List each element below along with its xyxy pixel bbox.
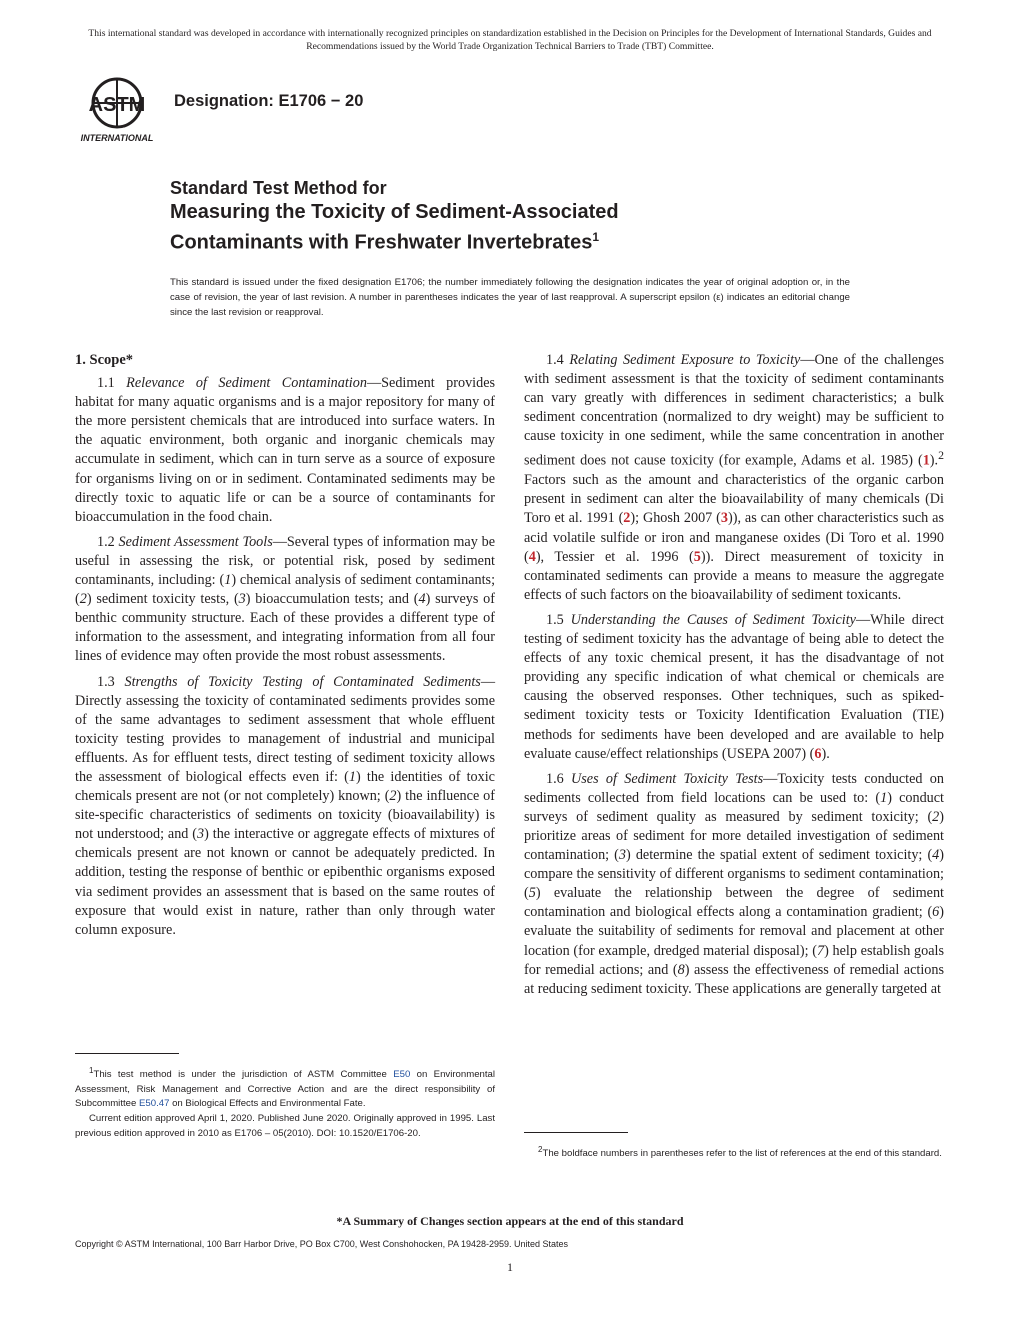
item-number: 3 bbox=[238, 591, 246, 608]
reference-link-5[interactable]: 5 bbox=[693, 548, 701, 565]
text: ) the identities of toxic chemicals present are not (or not completely) known; ( bbox=[75, 768, 495, 805]
logo-text: ASTM bbox=[88, 94, 146, 116]
text: —Toxicity tests conducted on sediments collected from field locations can be used to: ( bbox=[524, 770, 944, 806]
section-number: 1.2 bbox=[97, 533, 115, 550]
title-footnote-mark: 1 bbox=[592, 230, 600, 244]
summary-of-changes-note: *A Summary of Changes section appears at the end of this standard bbox=[336, 1214, 684, 1228]
astm-logo-graphic bbox=[75, 75, 161, 145]
text: The boldface numbers in parentheses refer to the list of references at the end of this standard. bbox=[542, 1148, 942, 1160]
reference-link-6[interactable]: 6 bbox=[814, 745, 822, 762]
item-number: 6 bbox=[932, 904, 940, 921]
text: ) the interactive or aggregate effects of mixtures of chemicals present are not known or cannot be adequately predicted. In addition, testing the response of benthic or epibenthic organisms exposed via sediment provides an assessment that is based on the same routes of exposure that would exist in nature, rather than only through water column exposure. bbox=[75, 826, 496, 938]
title-line-2 bbox=[170, 225, 870, 256]
reference-link-4[interactable]: 4 bbox=[528, 548, 536, 565]
item-number: 2 bbox=[389, 788, 397, 805]
text: —While direct testing of sediment toxicity has the advantage of being able to detect the effects of any toxic chemical present, it has the disadvantage of not providing any specific indication of what chemical or chemicals are causing the observed responses. Other techniques, such as spiked-sediment toxicity tests or Toxicity Identification Evaluation (TIE) methods for sediments have been developed and are available to help evaluate cause/effect relationships (USEPA 2007) ( bbox=[524, 611, 944, 762]
text: )). Direct measurement of toxicity in contaminated sediments can provide a means to measure the aggregate effects of such factors on the bioavailability of sediment toxicants. bbox=[524, 548, 944, 603]
text: ) evaluate the relationship between the degree of sediment contamination and biological effects along a contamination gradient; ( bbox=[524, 885, 944, 921]
footnote-mark: 2 bbox=[538, 1145, 543, 1154]
text: ) compare the sensitivity of different organisms to sediment contamination; ( bbox=[524, 847, 944, 902]
text: ) determine the spatial extent of sediment toxicity; ( bbox=[626, 847, 933, 864]
item-number: 2 bbox=[79, 591, 87, 608]
item-number: 4 bbox=[932, 847, 940, 864]
reference-link-2[interactable]: 2 bbox=[623, 510, 631, 527]
section-1-3 bbox=[75, 673, 495, 940]
item-number: 5 bbox=[528, 885, 536, 902]
section-number: 1.6 bbox=[546, 770, 564, 787]
subcommittee-link-e50-47[interactable]: E50.47 bbox=[139, 1098, 170, 1110]
section-heading: Understanding the Causes of Sediment Toxicity bbox=[570, 611, 856, 628]
text: —Several types of information may be useful in assessing the risk, or potential risk, posed by sediment contaminants, including: ( bbox=[75, 533, 495, 589]
section-number: 1.4 bbox=[546, 352, 564, 368]
footnote-1 bbox=[75, 1064, 495, 1141]
footnote-1-edition: Current edition approved April 1, 2020. Published June 2020. Originally approved in 1995. Last previous edition approved in 2010 as E1706 – 05(2010). DOI: 10.1520/E1706-20. bbox=[75, 1112, 495, 1139]
text: on Environmental Assessment, Risk Management and Corrective Action and are the direct responsibility of Subcommittee bbox=[75, 1069, 496, 1110]
wto-notice: This international standard was developed in accordance with internationally recognized principles on standardization established in the Decision on Principles for the Development of International Standards, Guides and Recommendations issued by the World Trade Organization Technical Barriers to Trade (TBT) Committee. bbox=[88, 28, 932, 52]
left-column bbox=[75, 351, 495, 946]
text: ) assess the effectiveness of remedial actions at reducing sediment toxicity. These applications are generally targeted at bbox=[524, 961, 944, 997]
scope-heading: 1. Scope* bbox=[75, 352, 133, 368]
reference-link-3[interactable]: 3 bbox=[720, 510, 728, 527]
text: ) chemical analysis of sediment contaminants; ( bbox=[75, 572, 496, 608]
footnote-divider-right bbox=[524, 1132, 628, 1133]
section-1-4 bbox=[524, 351, 944, 605]
text: ) sediment toxicity tests, ( bbox=[86, 591, 239, 608]
page-number: 1 bbox=[507, 1260, 513, 1274]
item-number: 3 bbox=[197, 826, 205, 843]
item-number: 7 bbox=[816, 942, 825, 959]
text: ); Ghosh 2007 ( bbox=[630, 510, 721, 527]
text: ) prioritize areas of sediment for more detailed investigation of sediment contamination; ( bbox=[524, 808, 944, 864]
section-1-1 bbox=[75, 374, 495, 527]
footnote-mark-2: 2 bbox=[938, 448, 944, 463]
text: on Biological Effects and Environmental Fate. bbox=[169, 1098, 366, 1110]
designation: Designation: E1706 − 20 bbox=[174, 92, 364, 110]
logo-subtext: INTERNATIONAL bbox=[80, 133, 154, 143]
section-1-5 bbox=[524, 611, 944, 764]
footnote-mark: 1 bbox=[89, 1066, 94, 1075]
reference-link-1[interactable]: 1 bbox=[922, 453, 930, 470]
right-column bbox=[524, 351, 944, 1005]
issued-note: This standard is issued under the fixed designation E1706; the number immediately following the designation indicates the year of original adoption or, in the case of revision, the year of last revision. A number in parentheses indicates the year of last reapproval. A superscript epsilon (ε) indicates an editorial change since the last revision or reapproval. bbox=[170, 277, 850, 318]
text: )), as can other characteristics such as acid volatile sulfide or iron and manganese oxides (Di Toro et al. 1990 ( bbox=[524, 510, 944, 565]
item-number: 3 bbox=[618, 847, 627, 864]
footnote-2 bbox=[524, 1143, 944, 1162]
item-number: 4 bbox=[418, 591, 426, 608]
title-line-1: Measuring the Toxicity of Sediment-Associated bbox=[170, 201, 619, 223]
section-heading: Relating Sediment Exposure to Toxicity bbox=[569, 352, 801, 368]
text: ). bbox=[929, 453, 939, 470]
title-line-2-text: Contaminants with Freshwater Invertebrates bbox=[170, 231, 593, 254]
section-number: 1.1 bbox=[97, 375, 115, 392]
title-prefix: Standard Test Method for bbox=[170, 178, 387, 198]
item-number: 2 bbox=[932, 808, 940, 825]
text: This test method is under the jurisdiction of ASTM Committee bbox=[93, 1069, 394, 1081]
section-1-2 bbox=[75, 533, 495, 667]
text: ) surveys of benthic community structure. Each of these provides a different type of information to the assessment, and integrating information from all four lines of evidence may often provide the most robust assessments. bbox=[75, 591, 495, 665]
section-text: —Sediment provides habitat for many aquatic organisms and is a major repository for many of the more persistent chemicals that are introduced into surface waters. In the aquatic environment, both organic and inorganic chemicals may accumulate in sediment, which can in turn serve as a source of exposure for organisms living on or in sediment. Contaminated sediments may be directly toxic to aquatic life or can be a source of contaminants for bioaccumulation in the food chain. bbox=[75, 375, 496, 525]
committee-link-e50[interactable]: E50 bbox=[393, 1069, 411, 1081]
text: ) conduct surveys of sediment quality as measured by sediment toxicity; ( bbox=[524, 789, 944, 825]
section-heading: Uses of Sediment Toxicity Tests bbox=[571, 770, 764, 787]
text: —Directly assessing the toxicity of contaminated sediments provides some of the same advantages to sediment assessment that whole effluent toxicity testing provides to management of industrial and municipal effluents. As for effluent tests, direct testing of sediment toxicity allows the assessment of biological effects even if: ( bbox=[75, 673, 495, 785]
section-heading: Relevance of Sediment Contamination bbox=[126, 375, 367, 392]
text: —One of the challenges with sediment assessment is that the toxicity of sediment contaminants can vary greatly with differences in sediment characteristics; a bulk sediment concentration (normalized to dry weight) may be sufficient to cause toxicity in one sediment, while the same concentration in another sediment does not cause toxicity (for example, Adams et al. 1985) ( bbox=[524, 352, 944, 470]
text: ) the influence of site-specific characteristics of sediments on toxicity (bioavailability) is not understood; and ( bbox=[75, 788, 496, 843]
footnote-1-jurisdiction bbox=[75, 1064, 495, 1112]
text: ) evaluate the suitability of sediments for removal and placement at other location (for example, dredged material disposal); ( bbox=[524, 904, 944, 959]
text: ) bioaccumulation tests; and ( bbox=[245, 591, 419, 608]
item-number: 1 bbox=[224, 572, 232, 589]
item-number: 1 bbox=[880, 789, 888, 806]
section-number: 1.3 bbox=[97, 673, 115, 690]
item-number: 1 bbox=[348, 768, 356, 785]
text: ) help establish goals for remedial actions; and ( bbox=[524, 942, 944, 978]
item-number: 8 bbox=[677, 961, 685, 978]
astm-logo bbox=[75, 75, 161, 145]
footnote-divider-left bbox=[75, 1053, 179, 1054]
section-heading: Strengths of Toxicity Testing of Contaminated Sediments bbox=[124, 673, 481, 690]
section-heading: Sediment Assessment Tools bbox=[118, 533, 273, 550]
text: ), Tessier et al. 1996 ( bbox=[535, 548, 694, 565]
section-1-6 bbox=[524, 770, 944, 999]
document-title bbox=[170, 176, 870, 256]
text: Factors such as the amount and characteristics of the organic carbon present in sediment can alter the bioavailability of many chemicals (Di Toro et al. 1991 ( bbox=[524, 472, 944, 527]
copyright: Copyright © ASTM International, 100 Barr Harbor Drive, PO Box C700, West Conshohocken, PA 19428-2959. United States bbox=[75, 1239, 569, 1249]
footnote-2-text bbox=[524, 1143, 944, 1162]
section-number: 1.5 bbox=[546, 611, 564, 628]
text: ). bbox=[821, 745, 830, 762]
